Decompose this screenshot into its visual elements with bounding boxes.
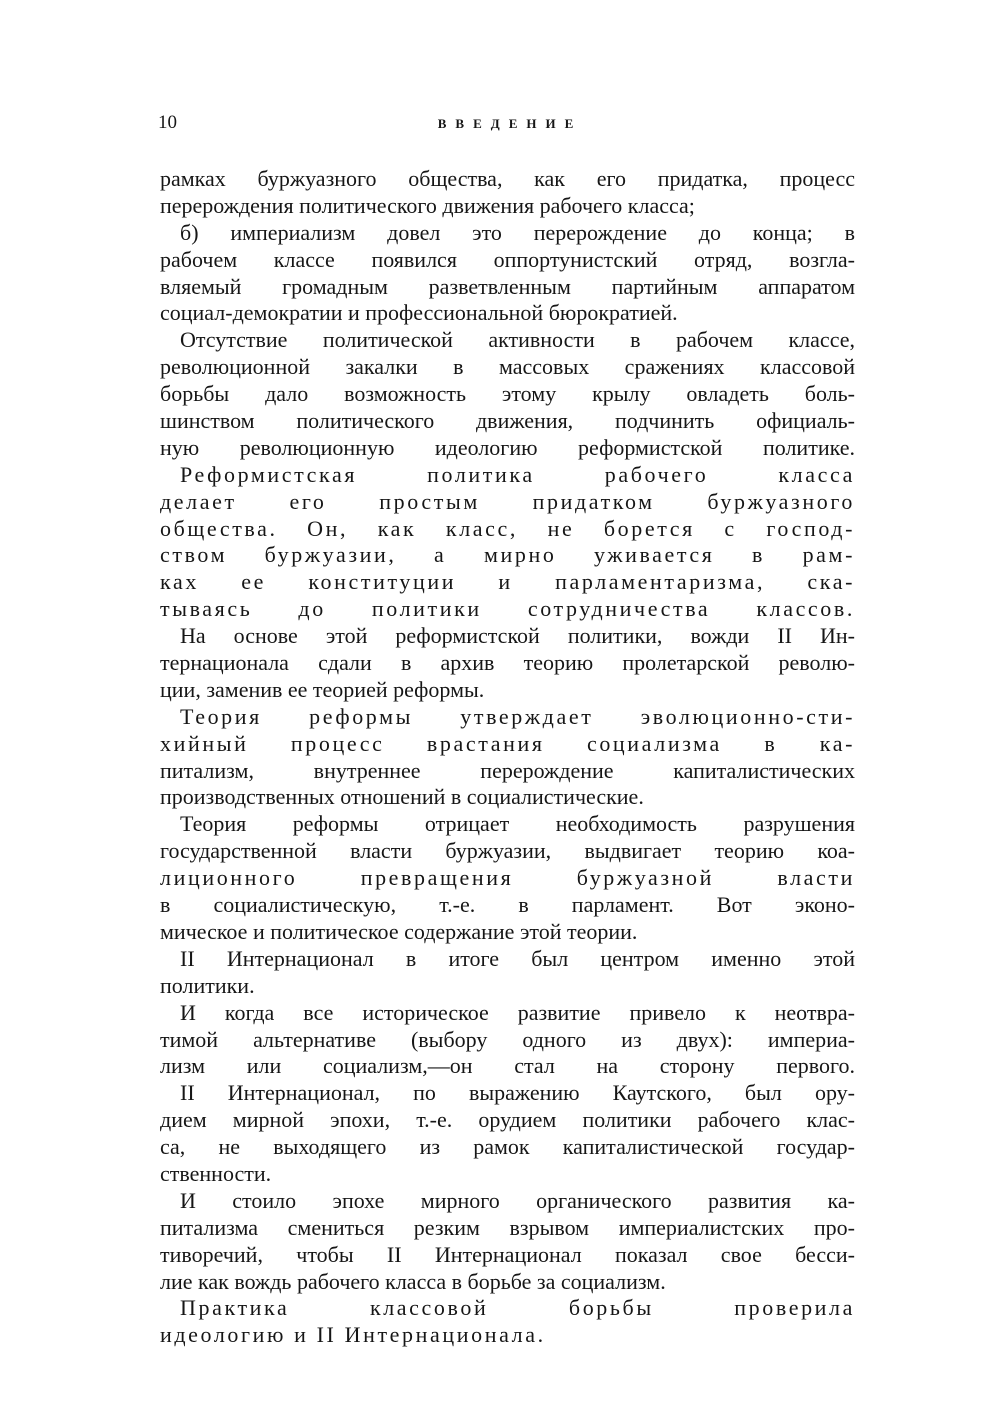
text-line: делает его простым придатком буржуазного (160, 488, 855, 514)
text-line: тываясь до политики сотрудничества классов. (160, 596, 855, 622)
text-line: тимой альтернативе (выбору одного из двух): империа- (160, 1026, 855, 1052)
text-line: ках ее конституции и парламентаризма, ска- (160, 569, 855, 595)
text-line: в социалистическую, т.-е. в парламент. Вот эконо- (160, 892, 855, 918)
text-line: борьбы дало возможность этому крылу овладеть боль- (160, 381, 855, 407)
text-line: политики. (160, 972, 255, 998)
text-line: хийный процесс врастания социализма в ка- (160, 730, 855, 756)
text-line: рамках буржуазного общества, как его придатка, процесс (160, 166, 855, 191)
text-line: Практика классовой борьбы проверила (180, 1295, 855, 1321)
text-line: И стоило эпохе мирного органического развития ка- (180, 1187, 855, 1213)
text-line: На основе этой реформистской политики, вожди II Ин- (180, 623, 855, 649)
body-text (160, 166, 855, 1349)
text-line: II Интернационал в итоге был центром именно этой (180, 945, 855, 971)
text-line: революционной закалки в массовых сражениях классовой (160, 354, 855, 380)
text-line: б) империализм довел это перерождение до конца; в (180, 219, 855, 245)
text-line: ную революционную идеологию реформистской политике. (160, 434, 855, 460)
text-line: II Интернационал, по выражению Каутского, был ору- (180, 1080, 855, 1106)
page-number: 10 (158, 112, 177, 133)
text-line: производственных отношений в социалистические. (160, 784, 644, 810)
text-line: лие как вождь рабочего класса в борьбе за социализм. (160, 1268, 666, 1294)
text-line: лиционного превращения буржуазной власти (160, 865, 855, 891)
text-line: перерождения политического движения рабочего класса; (160, 192, 695, 218)
text-line: ством буржуазии, а мирно уживается в рам- (160, 542, 855, 568)
running-title: ВВЕДЕНИЕ (437, 116, 583, 131)
text-line: Реформистская политика рабочего класса (180, 461, 855, 487)
text-line: рабочем классе появился оппортунистский отряд, возгла- (160, 246, 855, 272)
text-line: мическое и политическое содержание этой теории. (160, 918, 638, 944)
text-line: ции, заменив ее теорией реформы. (160, 676, 485, 702)
text-line: тернационала сдали в архив теорию пролетарской револю- (160, 650, 855, 676)
text-line: государственной власти буржуазии, выдвигает теорию коа- (160, 838, 855, 864)
text-line: дием мирной эпохи, т.-е. орудием политики рабочего клас- (160, 1107, 855, 1133)
text-line: ственности. (160, 1160, 272, 1186)
text-line: социал-демократии и профессиональной бюрократией. (160, 300, 678, 326)
text-line: шинством политического движения, подчинить официаль- (160, 408, 855, 434)
text-line: вляемый громадным разветвленным партийным аппаратом (160, 273, 855, 299)
text-line: питализм, внутреннее перерождение капиталистических (160, 757, 855, 783)
text-line: питализма смениться резким взрывом империалистских про- (160, 1214, 855, 1240)
text-line: тиворечий, чтобы II Интернационал показал свое бесси- (160, 1241, 855, 1267)
text-line: идеологию и II Интернационала. (160, 1322, 546, 1348)
text-line: общества. Он, как класс, не борется с господ- (160, 515, 855, 541)
text-line: Теория реформы отрицает необходимость разрушения (180, 811, 855, 837)
text-line: лизм или социализм,—он стал на сторону первого. (160, 1053, 855, 1079)
text-line: Теория реформы утверждает эволюционно-сти- (180, 703, 855, 729)
text-line: И когда все историческое развитие привело к неотвра- (180, 999, 855, 1025)
text-line: са, не выходящего из рамок капиталистической государ- (160, 1134, 855, 1160)
text-line: Отсутствие политической активности в рабочем классе, (180, 327, 855, 353)
